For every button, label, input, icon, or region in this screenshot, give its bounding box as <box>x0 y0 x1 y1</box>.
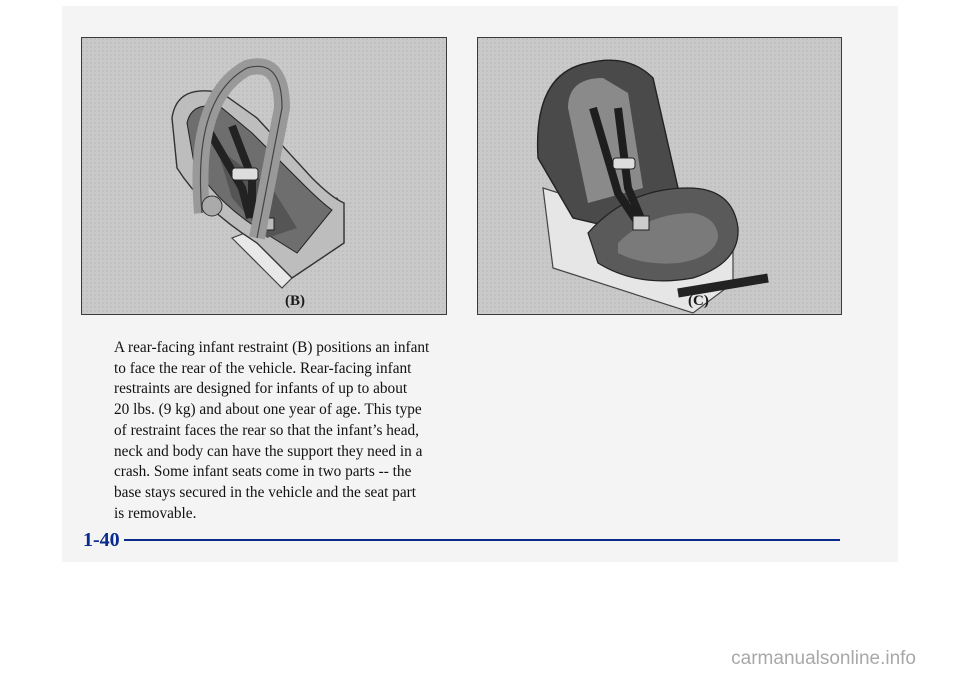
figure-b-label: (B) <box>285 293 305 309</box>
child-seat-drawing <box>478 38 841 314</box>
page-number: 1-40 <box>83 529 120 551</box>
infant-seat-illustration <box>81 37 447 315</box>
infant-seat-drawing <box>82 38 446 314</box>
child-seat-illustration <box>477 37 842 315</box>
footer-rule <box>124 539 840 541</box>
body-paragraph: A rear-facing infant restraint (B) positions an infant to face the rear of the vehicle. Rear-facing infant restraints are designed for infants of up to about 20 lbs. (9 kg) and about one year of age. This type of restraint faces the rear so that the infant’s head, neck and body can have the support they need in a crash. Some infant seats come in two parts -- the base stays secured in the vehicle and the seat part is removable. <box>114 339 430 522</box>
watermark: carmanualsonline.info <box>731 648 916 669</box>
figure-c-label: (C) <box>688 293 709 309</box>
